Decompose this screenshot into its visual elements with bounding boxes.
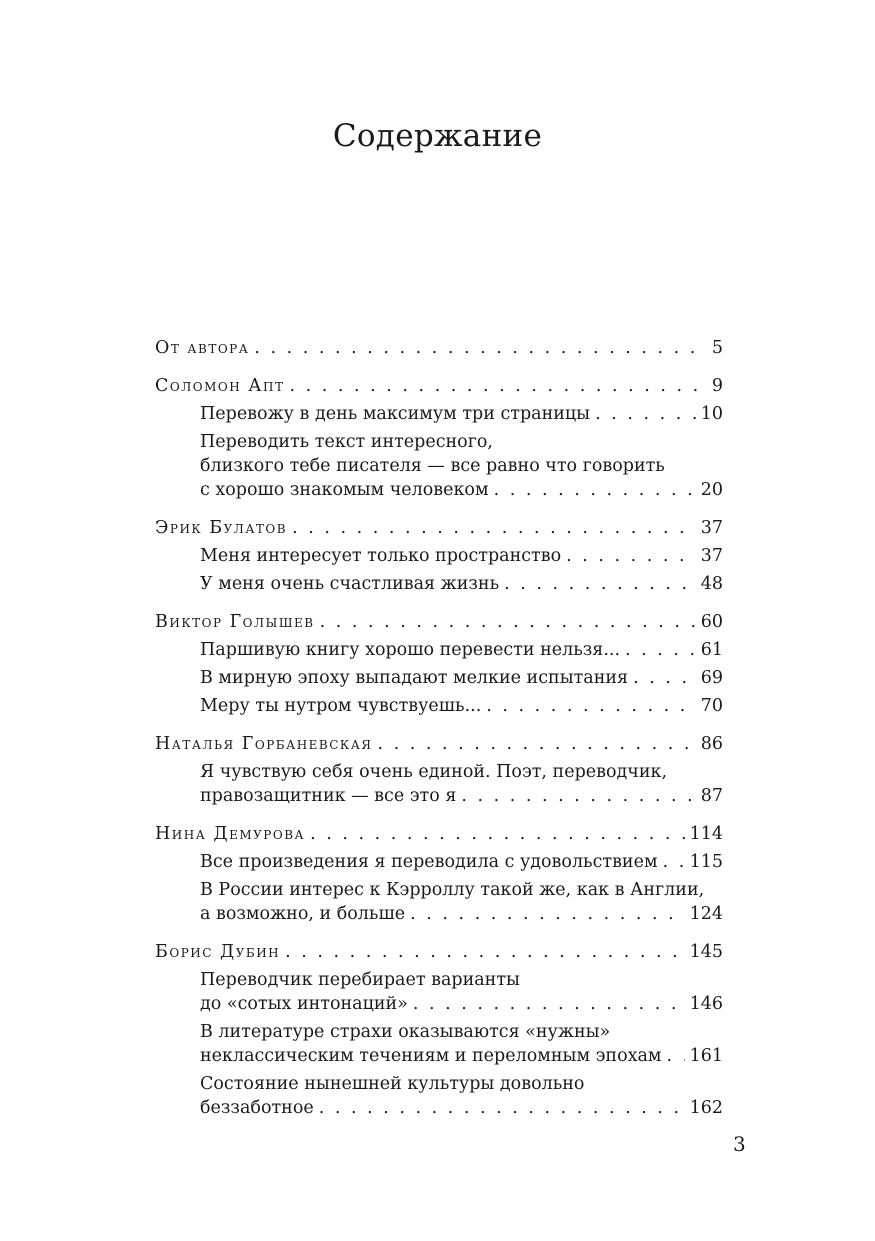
toc-chapter-entry	[155, 1072, 723, 1120]
dot-leader	[378, 732, 696, 756]
chapter-title-line: Переводчик перебирает варианты	[200, 970, 520, 990]
toc-author-entry	[155, 940, 723, 964]
chapter-title-line: Меру ты нутром чувствуешь...	[200, 696, 482, 716]
chapter-title-line: В литературе страхи оказываются «нужны»	[200, 1022, 611, 1042]
chapter-page-number: 61	[700, 640, 723, 660]
author-page-number: 145	[689, 942, 723, 962]
toc-chapter-entry	[155, 1020, 723, 1068]
dot-leader	[504, 572, 696, 596]
chapter-title-line: В мирную эпоху выпадают мелкие испытания	[200, 668, 629, 688]
toc-chapter-entry	[155, 850, 723, 874]
chapter-title-line: беззаботное	[200, 1098, 314, 1118]
author-name: Виктор Голышев	[155, 612, 315, 632]
author-page-number: 5	[711, 338, 723, 358]
dot-leader	[595, 402, 696, 426]
chapter-page-number: 124	[689, 904, 723, 924]
toc-chapter-entry	[155, 968, 723, 1016]
author-name: Соломон Апт	[155, 376, 285, 396]
author-name: От автора	[155, 338, 250, 358]
toc-chapter-entry	[155, 666, 723, 690]
page-title: Содержание	[332, 118, 543, 154]
author-name: Борис Дубин	[155, 942, 281, 962]
dot-leader	[633, 666, 696, 690]
dot-leader	[625, 638, 696, 662]
toc-chapter-entry	[155, 760, 723, 808]
chapter-title-line: В России интерес к Кэрроллу такой же, как в Англии,	[200, 880, 705, 900]
dot-leader	[285, 940, 684, 964]
chapter-page-number: 48	[700, 574, 723, 594]
toc-author-entry	[155, 336, 723, 360]
dot-leader	[486, 694, 695, 718]
toc-chapter-entry	[155, 430, 723, 502]
chapter-title-line: до «сотых интонаций»	[200, 994, 408, 1014]
author-name: Эрик Булатов	[155, 518, 288, 538]
toc-author-entry	[155, 610, 723, 634]
author-name: Наталья Горбаневская	[155, 734, 373, 754]
dot-leader	[413, 992, 685, 1016]
author-page-number: 9	[711, 376, 723, 396]
toc-chapter-entry	[155, 402, 723, 426]
chapter-page-number: 70	[700, 696, 723, 716]
dot-leader	[410, 902, 685, 926]
dot-leader	[310, 822, 684, 846]
chapter-title-line: правозащитник — все это я	[200, 786, 457, 806]
toc-author-entry	[155, 516, 723, 540]
author-page-number: 114	[689, 824, 723, 844]
chapter-title-line: Я чувствую себя очень единой. Поэт, переводчик,	[200, 762, 668, 782]
toc-author-entry	[155, 374, 723, 398]
chapter-page-number: 115	[689, 852, 723, 872]
dot-leader	[494, 478, 696, 502]
chapter-title-line: неклассическим течениям и переломным эпохам	[200, 1046, 662, 1066]
chapter-title-line: с хорошо знакомым человеком	[200, 480, 489, 500]
toc-chapter-entry	[155, 572, 723, 596]
author-page-number: 86	[700, 734, 723, 754]
dot-leader	[461, 784, 695, 808]
dot-leader	[667, 1044, 685, 1068]
chapter-title-line: Меня интересует только пространство	[200, 546, 562, 566]
chapter-title-line: Переводить текст интересного,	[200, 432, 493, 452]
toc-chapter-entry	[155, 694, 723, 718]
toc-author-entry	[155, 732, 723, 756]
chapter-page-number: 10	[700, 404, 723, 424]
chapter-title-line: Перевожу в день максимум три страницы	[200, 404, 591, 424]
toc-chapter-entry	[155, 878, 723, 926]
chapter-page-number: 146	[689, 994, 723, 1014]
toc-chapter-entry	[155, 544, 723, 568]
chapter-title-line: а возможно, и больше	[200, 904, 406, 924]
chapter-title-line: Состояние нынешней культуры довольно	[200, 1074, 585, 1094]
dot-leader	[292, 516, 696, 540]
author-page-number: 60	[700, 612, 723, 632]
author-page-number: 37	[700, 518, 723, 538]
page-number: 3	[733, 1132, 746, 1156]
chapter-page-number: 69	[700, 668, 723, 688]
chapter-title-line: У меня очень счастливая жизнь	[200, 574, 500, 594]
chapter-title-line: близкого тебе писателя — все равно что говорить	[200, 456, 665, 476]
dot-leader	[566, 544, 696, 568]
table-of-contents	[155, 336, 723, 1120]
chapter-title-line: Все произведения я переводила с удовольствием	[200, 852, 658, 872]
chapter-page-number: 20	[700, 480, 723, 500]
chapter-title-line: Паршивую книгу хорошо перевести нельзя...	[200, 640, 621, 660]
chapter-page-number: 87	[700, 786, 723, 806]
toc-chapter-entry	[155, 638, 723, 662]
toc-author-entry	[155, 822, 723, 846]
dot-leader	[320, 610, 696, 634]
chapter-page-number: 37	[700, 546, 723, 566]
dot-leader	[663, 850, 685, 874]
dot-leader	[319, 1096, 685, 1120]
dot-leader	[289, 374, 706, 398]
chapter-page-number: 161	[689, 1046, 723, 1066]
author-name: Нина Демурова	[155, 824, 306, 844]
dot-leader	[254, 336, 707, 360]
chapter-page-number: 162	[689, 1098, 723, 1118]
